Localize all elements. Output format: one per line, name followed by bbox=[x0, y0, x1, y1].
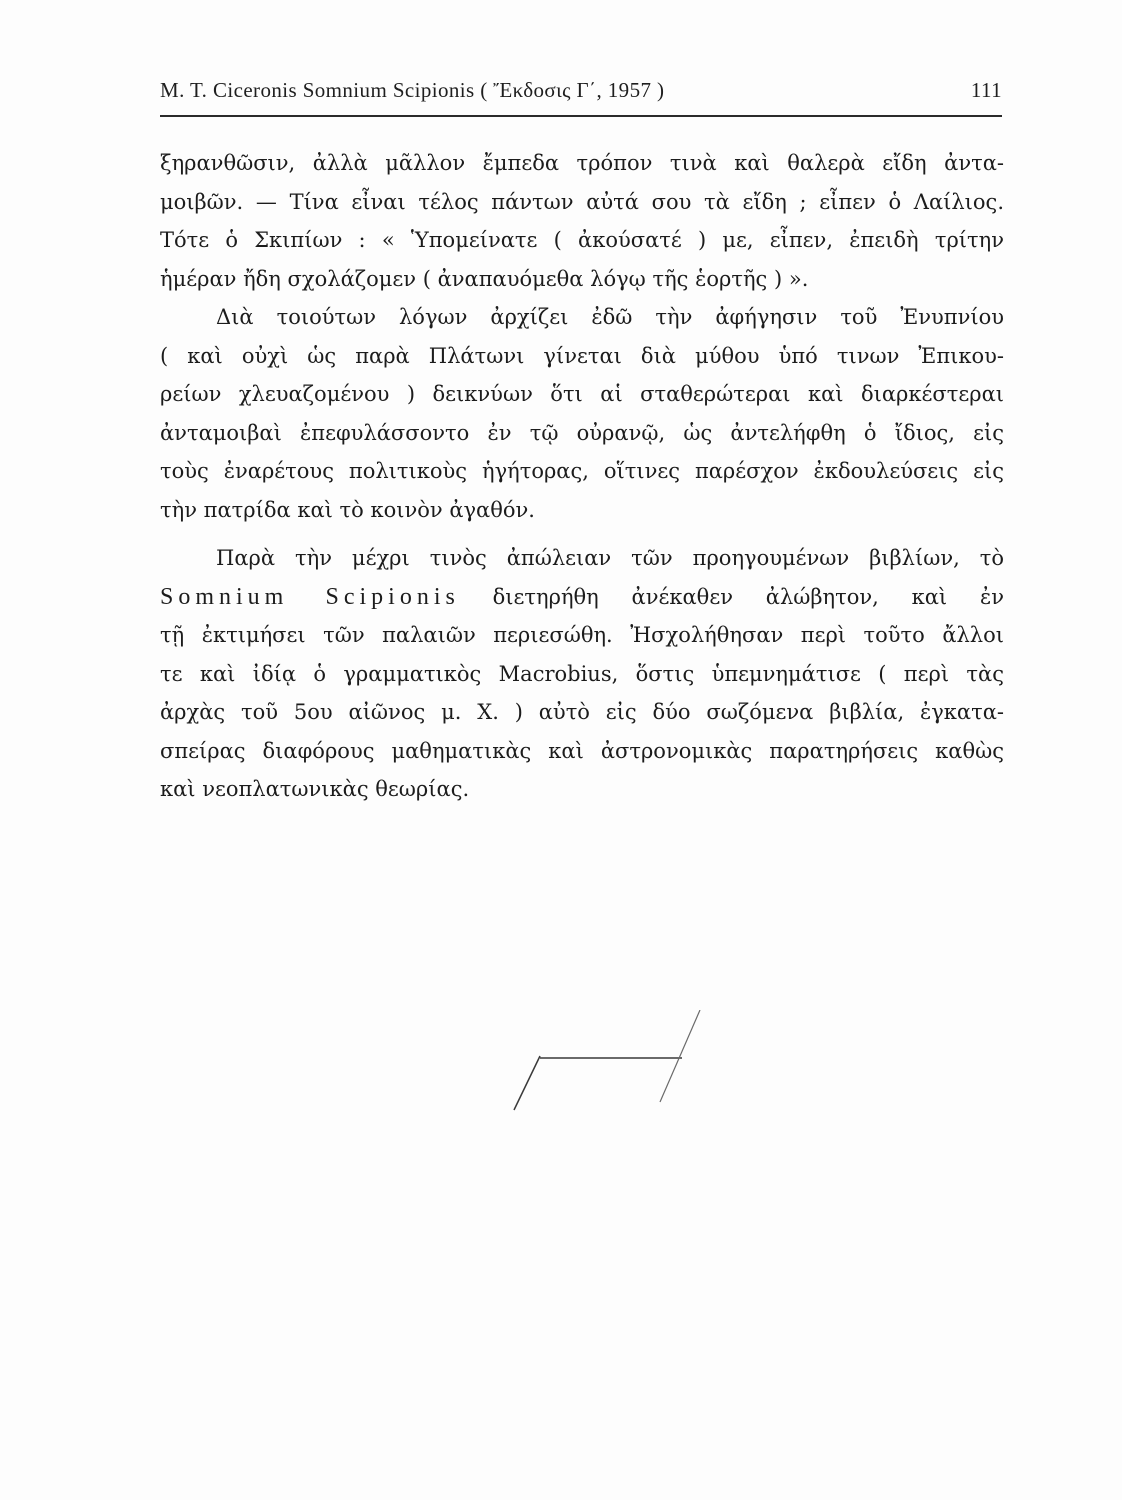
header-rule bbox=[160, 115, 1002, 117]
pencil-stroke bbox=[660, 1010, 700, 1102]
running-head-title: M. T. Ciceronis Somnium Scipionis ( Ἔκδοσις Γ΄, 1957 ) bbox=[160, 78, 665, 102]
text-line: ἡμέραν ἤδη σχολάζομεν ( ἀναπαυόμεθα λόγῳ τῆς ἑορτῆς ) ». bbox=[160, 266, 809, 291]
text-line: ξηρανθῶσιν, ἀλλὰ μᾶλλον ἔμπεδα τρόπον τινὰ καὶ θαλερὰ εἴδη ἀντα- bbox=[160, 151, 1004, 175]
text-line: ἀρχὰς τοῦ 5ου αἰῶνος μ. Χ. ) αὐτὸ εἰς δύο σωζόμενα βιβλία, ἐγκατα- bbox=[160, 700, 1004, 724]
text-line: μοιβῶν. — Τίνα εἶναι τέλος πάντων αὐτά σου τὰ εἴδη ; εἶπεν ὁ Λαίλιος. bbox=[160, 189, 1004, 214]
text-line: Τότε ὁ Σκιπίων : « Ὑπομείνατε ( ἀκούσατέ ) με, εἶπεν, ἐπειδὴ τρίτην bbox=[160, 228, 1004, 252]
page-number: 111 bbox=[970, 78, 1002, 102]
text-line: τοὺς ἐναρέτους πολιτικοὺς ἡγήτορας, οἵτινες παρέσχον ἐκδουλεύσεις εἰς bbox=[160, 459, 1004, 483]
pencil-stroke bbox=[514, 1056, 540, 1110]
text-line: τε καὶ ἰδίᾳ ὁ γραμματικὸς Macrobius, ὅστις ὑπεμνημάτισε ( περὶ τὰς bbox=[160, 661, 1004, 686]
text-line: Διὰ τοιούτων λόγων ἀρχίζει ἐδῶ τὴν ἀφήγησιν τοῦ Ἐνυπνίου bbox=[216, 305, 1004, 329]
body-text bbox=[160, 144, 1004, 809]
text-line: τὴν πατρίδα καὶ τὸ κοινὸν ἀγαθόν. bbox=[160, 497, 535, 522]
text-line: τῇ ἐκτιμήσει τῶν παλαιῶν περιεσώθη. Ἠσχολήθησαν περὶ τοῦτο ἄλλοι bbox=[160, 623, 1004, 647]
pencil-mark bbox=[500, 1010, 720, 1120]
text-fragment: διετηρήθη ἀνέκαθεν ἀλώβητον, καὶ ἐν bbox=[492, 584, 1004, 609]
paragraph-3 bbox=[160, 539, 1004, 809]
text-line: ἀνταμοιβαὶ ἐπεφυλάσσοντο ἐν τῷ οὐρανῷ, ὡς ἀντελήφθη ὁ ἴδιος, εἰς bbox=[160, 420, 1004, 445]
work-title-spaced: Somnium Scipionis bbox=[160, 583, 460, 610]
text-line: καὶ νεοπλατωνικὰς θεωρίας. bbox=[160, 777, 470, 801]
paragraph-2 bbox=[160, 298, 1004, 529]
text-line: σπείρας διαφόρους μαθηματικὰς καὶ ἀστρονομικὰς παρατηρήσεις καθὼς bbox=[160, 738, 1004, 763]
text-line: ρείων χλευαζομένου ) δεικνύων ὅτι αἱ σταθερώτεραι καὶ διαρκέστεραι bbox=[160, 382, 1004, 406]
paragraph-1 bbox=[160, 144, 1004, 298]
text-line-with-title bbox=[160, 578, 1004, 617]
running-head bbox=[160, 76, 1002, 110]
text-line: ( καὶ οὐχὶ ὡς παρὰ Πλάτωνι γίνεται διὰ μύθου ὑπό τινων Ἐπικου- bbox=[160, 343, 1004, 368]
text-line: Παρὰ τὴν μέχρι τινὸς ἀπώλειαν τῶν προηγουμένων βιβλίων, τὸ bbox=[216, 546, 1004, 570]
